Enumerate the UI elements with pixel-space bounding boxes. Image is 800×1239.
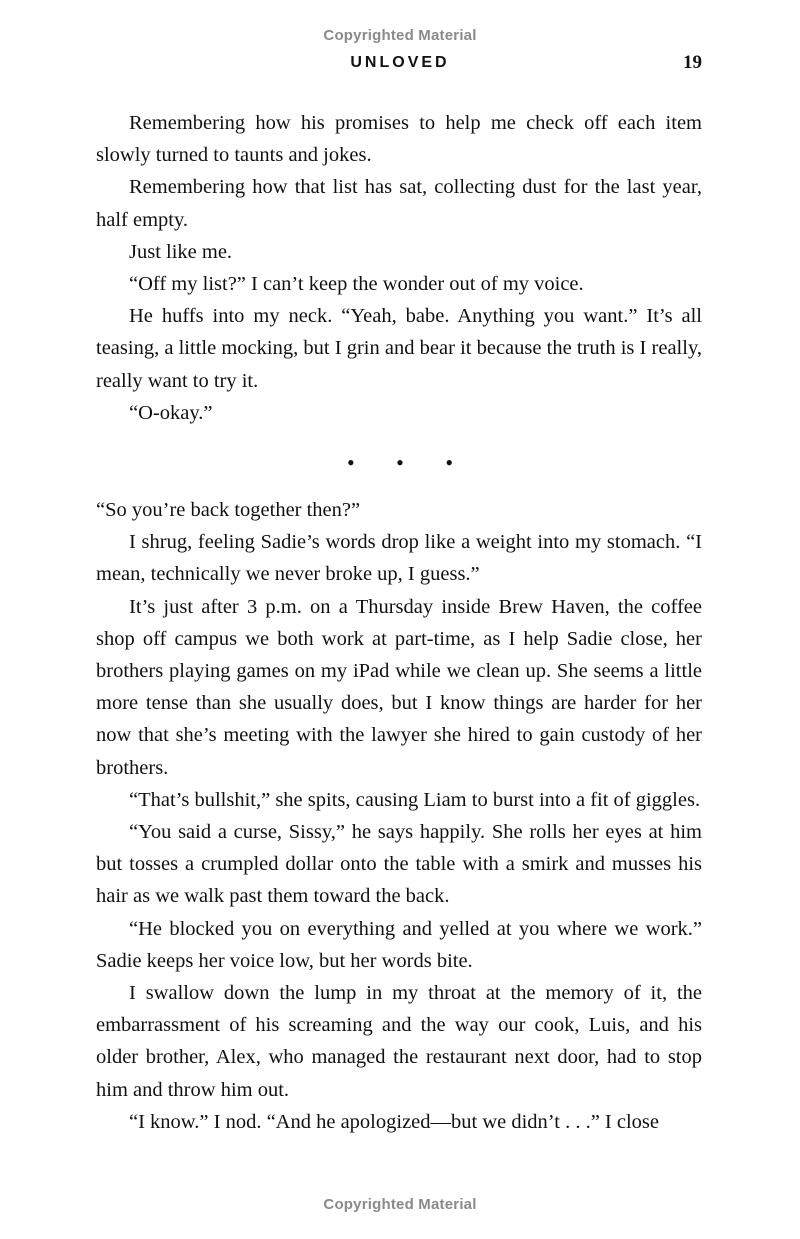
paragraph: Remembering how his promises to help me check off each item slowly turned to taunts and jokes. <box>96 112 702 167</box>
paragraph: “You said a curse, Sissy,” he says happily. She rolls her eyes at him but tosses a crumpled dollar onto the table with a smirk and musses his hair as we walk past them toward the back. <box>96 821 702 908</box>
running-header <box>0 52 800 76</box>
paragraph: “Off my list?” I can’t keep the wonder out of my voice. <box>129 273 584 296</box>
paragraph: “That’s bullshit,” she spits, causing Liam to burst into a fit of giggles. <box>129 788 701 811</box>
paragraph: “O-okay.” <box>129 401 213 424</box>
copyright-watermark-top: Copyrighted Material <box>323 27 477 44</box>
paragraph: Remembering how that list has sat, collecting dust for the last year, half empty. <box>96 176 702 231</box>
paragraph: Just like me. <box>129 240 233 263</box>
section-one-text <box>96 107 702 429</box>
book-title: UNLOVED <box>350 54 450 71</box>
paragraph: I shrug, feeling Sadie’s words drop like a weight into my stomach. “I mean, technically we never broke up, I guess.” <box>96 531 702 586</box>
paragraph: It’s just after 3 p.m. on a Thursday inside Brew Haven, the coffee shop off campus we both work at part-time, as I help Sadie close, her brothers playing games on my iPad while we clean up. She seems a little more tense than she usually does, but I know things are harder for her now that she’s meeting with the lawyer she hired to gain custody of her brothers. <box>96 595 702 779</box>
paragraph-last: “I know.” I nod. “And he apologized—but we didn’t . . .” I close <box>129 1110 660 1133</box>
paragraph-first: “So you’re back together then?” <box>96 499 361 521</box>
copyright-watermark-bottom: Copyrighted Material <box>323 1196 477 1213</box>
paragraph: I swallow down the lump in my throat at the memory of it, the embarrassment of his screaming and the way our cook, Luis, and his older brother, Alex, who managed the restaurant next door, had to stop him and throw him out. <box>96 982 702 1101</box>
paragraph: “He blocked you on everything and yelled at you where we work.” Sadie keeps her voice low, but her words bite. <box>96 917 702 972</box>
paragraph: He huffs into my neck. “Yeah, babe. Anything you want.” It’s all teasing, a little mocking, but I grin and bear it because the truth is I really, really want to try it. <box>96 305 702 392</box>
scene-break-dots: • • • <box>346 450 472 475</box>
section-two-text <box>96 494 702 1138</box>
page-number: 19 <box>683 52 702 73</box>
